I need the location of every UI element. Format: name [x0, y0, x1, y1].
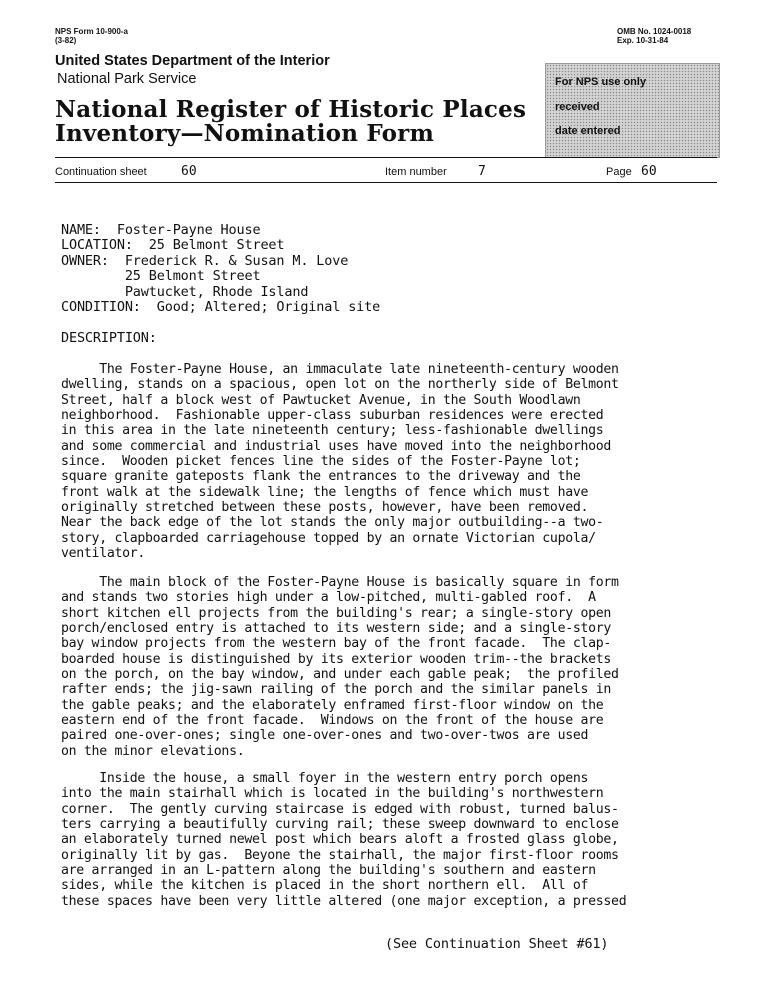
continuation-sheet-value: 60 — [181, 164, 197, 179]
text-line: and stands two stories high under a low-pitched, multi-gabled roof. A — [61, 590, 596, 606]
date-entered-label: date entered — [555, 125, 621, 137]
text-line: paired one-over-ones; single one-over-ones and two-over-twos are used — [61, 728, 589, 744]
text-line: ventilator. — [61, 546, 146, 562]
text-line: since. Wooden picket fences line the sides of the Foster-Payne lot; — [61, 454, 581, 470]
nps-use-only-label: For NPS use only — [555, 76, 647, 88]
text-line: The main block of the Foster-Payne House is basically square in form — [61, 575, 619, 590]
text-line: these spaces have been very little altered (one major exception, a pressed — [61, 893, 627, 909]
text-line: short kitchen ell projects from the building's rear; a single-story open — [61, 605, 612, 621]
page-value: 60 — [641, 164, 657, 179]
owner-address-line: 25 Belmont Street — [61, 268, 261, 284]
text-line: sides, while the kitchen is placed in the short northern ell. All of — [61, 878, 589, 894]
text-line: porch/enclosed entry is attached to its western side; and a single-story — [61, 621, 612, 637]
service-name: National Park Service — [57, 71, 197, 87]
text-line: front walk at the sidewalk line; the lengths of fence which must have — [61, 484, 589, 500]
continuation-sheet-label: Continuation sheet — [55, 166, 147, 178]
text-line: and some commercial and industrial uses have moved into the neighborhood — [61, 438, 612, 454]
owner-line: OWNER: Frederick R. & Susan M. Love — [61, 253, 349, 269]
form-title-line-1: National Register of Historic Places — [55, 96, 527, 123]
text-line: on the minor elevations. — [61, 743, 245, 759]
text-line: square granite gateposts flank the entrances to the driveway and the — [61, 469, 581, 485]
top-rule — [55, 157, 717, 158]
department-name: United States Department of the Interior — [55, 53, 330, 69]
text-line: Near the back edge of the lot stands the only major outbuilding--a two- — [61, 515, 604, 531]
text-line: story, clapboarded carriagehouse topped by an ornate Victorian cupola/ — [61, 530, 596, 546]
text-line: are arranged in an L-pattern along the building's southern and eastern — [61, 863, 596, 879]
expiration-date: Exp. 10-31-84 — [617, 36, 669, 45]
text-line: boarded house is distinguished by its exterior wooden trim--the brackets — [61, 651, 612, 667]
condition-line: CONDITION: Good; Altered; Original site — [61, 299, 381, 315]
continuation-note: (See Continuation Sheet #61) — [385, 936, 609, 952]
item-number-label: Item number — [385, 166, 447, 178]
name-line: NAME: Foster-Payne House — [61, 222, 261, 238]
form-date: (3-82) — [55, 36, 77, 45]
received-label: received — [555, 101, 600, 113]
page-label: Page — [606, 166, 632, 178]
owner-city-line: Pawtucket, Rhode Island — [61, 284, 309, 300]
text-line: in this area in the late nineteenth century; less-fashionable dwellings — [61, 423, 604, 439]
description-paragraph-2 — [61, 575, 619, 759]
text-line: ters carrying a beautifully curving rail; these sweep downward to enclose — [61, 817, 619, 833]
text-line: into the main stairhall which is located in the building's northwestern — [61, 786, 604, 802]
omb-number: OMB No. 1024-0018 — [617, 27, 692, 36]
text-line: dwelling, stands on a spacious, open lot on the northerly side of Belmont — [61, 377, 619, 393]
description-paragraph-1 — [61, 362, 619, 561]
text-line: corner. The gently curving staircase is edged with robust, turned balus- — [61, 801, 619, 817]
form-title-line-2: Inventory—Nomination Form — [55, 120, 435, 147]
text-line: rafter ends; the jig-sawn railing of the porch and the similar panels in — [61, 682, 612, 698]
text-line: originally stretched between these posts, however, have been removed. — [61, 500, 589, 516]
item-number-value: 7 — [478, 164, 486, 179]
bottom-rule — [55, 182, 717, 183]
text-line: on the porch, on the bay window, and under each gable peak; the profiled — [61, 667, 619, 683]
description-heading: DESCRIPTION: — [61, 330, 157, 346]
text-line: bay window projects from the western bay of the front facade. The clap- — [61, 636, 612, 652]
location-line: LOCATION: 25 Belmont Street — [61, 237, 285, 253]
text-line: Inside the house, a small foyer in the western entry porch opens — [61, 771, 589, 786]
description-paragraph-3 — [61, 771, 626, 909]
text-line: Street, half a block west of Pawtucket Avenue, in the South Woodlawn — [61, 392, 581, 408]
nps-use-only-box — [545, 63, 720, 158]
text-line: eastern end of the front facade. Windows on the front of the house are — [61, 713, 604, 729]
form-number: NPS Form 10-900-a — [55, 27, 128, 36]
text-line: originally lit by gas. Beyone the stairhall, the major first-floor rooms — [61, 847, 619, 863]
text-line: neighborhood. Fashionable upper-class suburban residences were erected — [61, 408, 604, 424]
text-line: The Foster-Payne House, an immaculate late nineteenth-century wooden — [61, 362, 619, 377]
text-line: the gable peaks; and the elaborately enframed first-floor window on the — [61, 697, 604, 713]
text-line: an elaborately turned newel post which bears aloft a frosted glass globe, — [61, 832, 619, 848]
